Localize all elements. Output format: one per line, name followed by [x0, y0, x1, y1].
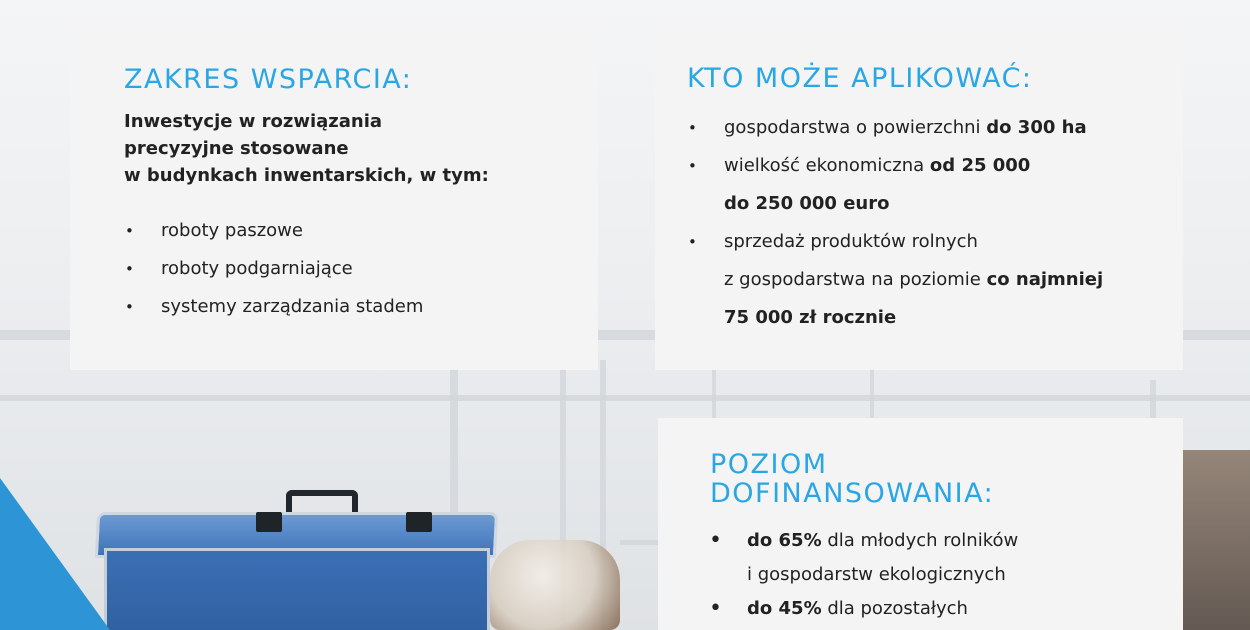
item-bold: do 45% — [747, 598, 822, 619]
item-bold: co najmniej — [986, 269, 1104, 290]
item-bold: od 25 000 — [929, 155, 1031, 176]
item-bold: do 300 ha — [986, 117, 1087, 138]
barn-beam — [0, 395, 1250, 401]
robot-latch — [256, 512, 282, 532]
support-scope-heading: ZAKRES WSPARCIA: — [124, 64, 413, 95]
list-item — [747, 592, 1018, 626]
item-text: sprzedaż produktów rolnych — [724, 231, 978, 252]
intro-line: precyzyjne stosowane — [124, 138, 349, 159]
list-item: • systemy zarządzania stadem — [161, 288, 423, 326]
barn-post — [870, 370, 874, 420]
heading-line: DOFINANSOWANIA: — [710, 478, 995, 509]
item-text: z gospodarstwa na poziomie — [724, 269, 987, 290]
support-scope-list — [161, 212, 423, 326]
item-text: wielkość ekonomiczna — [724, 155, 930, 176]
eligibility-heading: KTO MOŻE APLIKOWAĆ: — [687, 63, 1033, 94]
item-text: gospodarstwa o powierzchni — [724, 117, 987, 138]
robot-body — [104, 548, 490, 630]
support-scope-panel — [70, 24, 598, 370]
robot-latch — [406, 512, 432, 532]
barn-post — [712, 370, 716, 420]
item-text: dla pozostałych — [821, 598, 968, 619]
funding-level-panel — [658, 418, 1183, 630]
funding-level-heading — [710, 450, 994, 508]
blue-corner-accent — [0, 478, 110, 630]
item-line — [724, 261, 1103, 299]
item-text: i gospodarstw ekologicznych — [747, 564, 1006, 585]
eligibility-panel — [655, 24, 1183, 370]
item-text: dla młodych rolników — [821, 530, 1019, 551]
intro-line: Inwestycje w rozwiązania — [124, 111, 383, 132]
list-item — [747, 524, 1018, 592]
item-bold: do 250 000 euro — [724, 193, 890, 214]
list-item — [724, 109, 1103, 147]
cow-image — [490, 540, 620, 630]
heading-line: POZIOM — [710, 449, 828, 480]
list-item — [724, 147, 1103, 223]
funding-level-list — [747, 524, 1018, 626]
eligibility-list — [724, 109, 1103, 337]
list-item: • roboty podgarniające — [161, 250, 423, 288]
item-bold: 75 000 zł rocznie — [724, 307, 897, 328]
feed-robot-image — [96, 490, 496, 630]
support-scope-intro — [124, 108, 489, 189]
intro-line: w budynkach inwentarskich, w tym: — [124, 165, 489, 186]
cow-image — [1180, 450, 1250, 630]
list-item: • roboty paszowe — [161, 212, 423, 250]
list-item — [724, 223, 1103, 337]
barn-rail — [620, 540, 660, 545]
item-bold: do 65% — [747, 530, 822, 551]
